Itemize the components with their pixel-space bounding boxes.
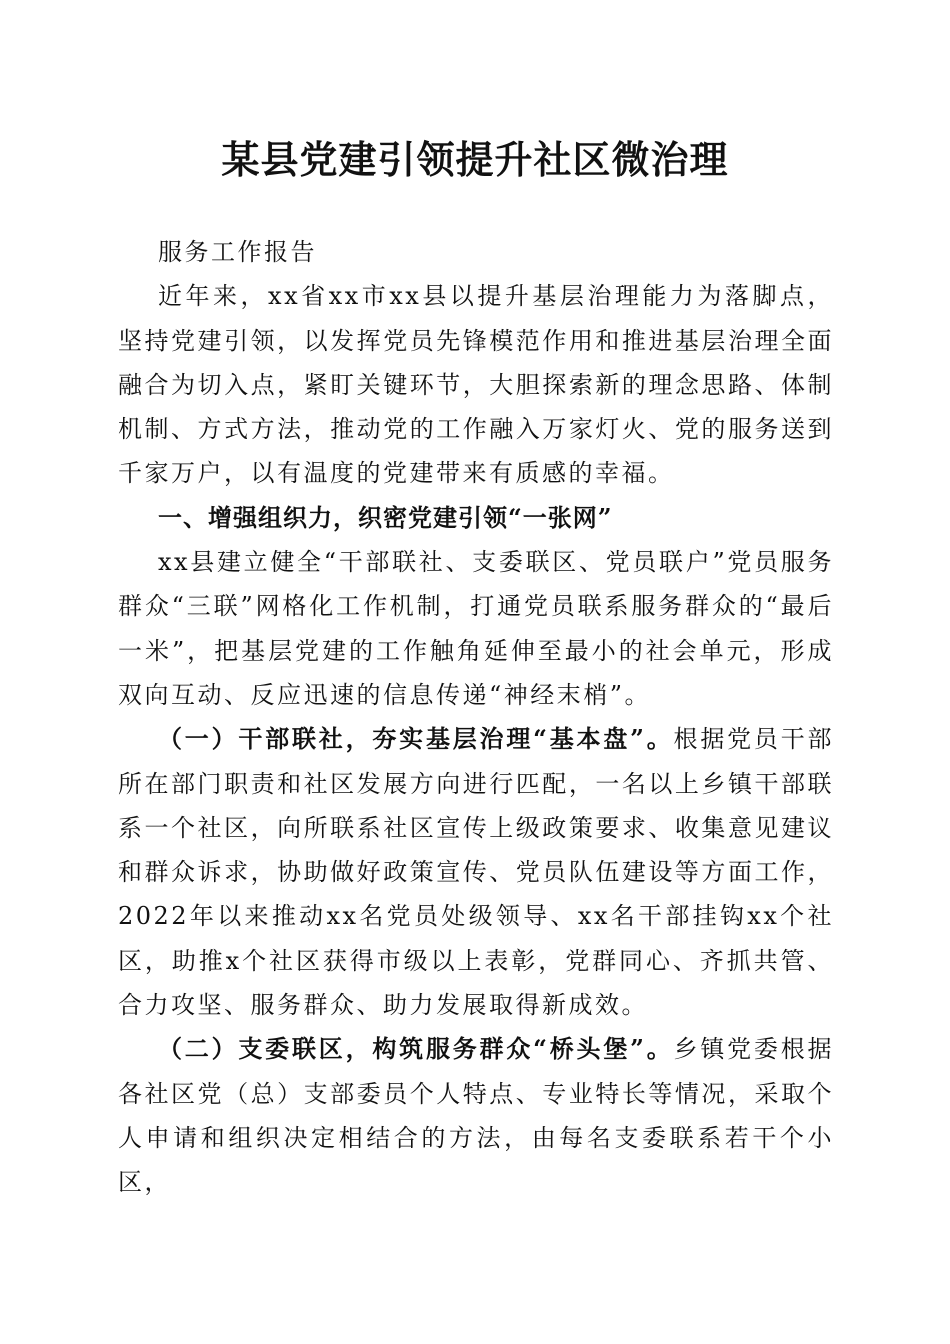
item-paragraph-2 [118, 1027, 834, 1204]
intro-paragraph: 近年来，xx省xx市xx县以提升基层治理能力为落脚点，坚持党建引领，以发挥党员先锋模范作用和推进基层治理全面融合为切入点，紧盯关键环节，大胆探索新的理念思路、体制机制、方式方法，推动党的工作融入万家灯火、党的服务送到千家万户，以有温度的党建带来有质感的幸福。 [118, 282, 834, 488]
item-lead-2: （二）支委联区，构筑服务群众“桥头堡”。 [158, 1034, 674, 1064]
item-paragraph-1 [118, 717, 834, 1027]
item-text-2: 乡镇党委根据各社区党（总）支部委员个人特点、专业特长等情况，采取个人申请和组织决定相结合的方法，由每名支委联系若干个小区， [118, 1035, 835, 1197]
section-heading: 一、增强组织力，织密党建引领“一张网” [158, 502, 613, 532]
document-title: 某县党建引领提升社区微治理 [221, 137, 729, 182]
document-body [118, 230, 834, 1205]
item-text-1: 根据党员干部所在部门职责和社区发展方向进行匹配，一名以上乡镇干部联系一个社区，向所联系社区宣传上级政策要求、收集意见建议和群众诉求，协助做好政策宣传、党员队伍建设等方面工作，2022年以来推动xx名党员处级领导、xx名干部挂钩xx个社区，助推x个社区获得市级以上表彰，党群同心、齐抓共管、合力攻坚、服务群众、助力发展取得新成效。 [118, 725, 835, 1020]
item-lead-1: （一）干部联社，夯实基层治理“基本盘”。 [158, 724, 674, 754]
section-paragraph: xx县建立健全“干部联社、支委联区、党员联户”党员服务群众“三联”网格化工作机制，打通党员联系服务群众的“最后一米”，把基层党建的工作触角延伸至最小的社会单元，形成双向互动、反应迅速的信息传递“神经末梢”。 [118, 548, 834, 709]
document-subtitle: 服务工作报告 [158, 238, 317, 266]
